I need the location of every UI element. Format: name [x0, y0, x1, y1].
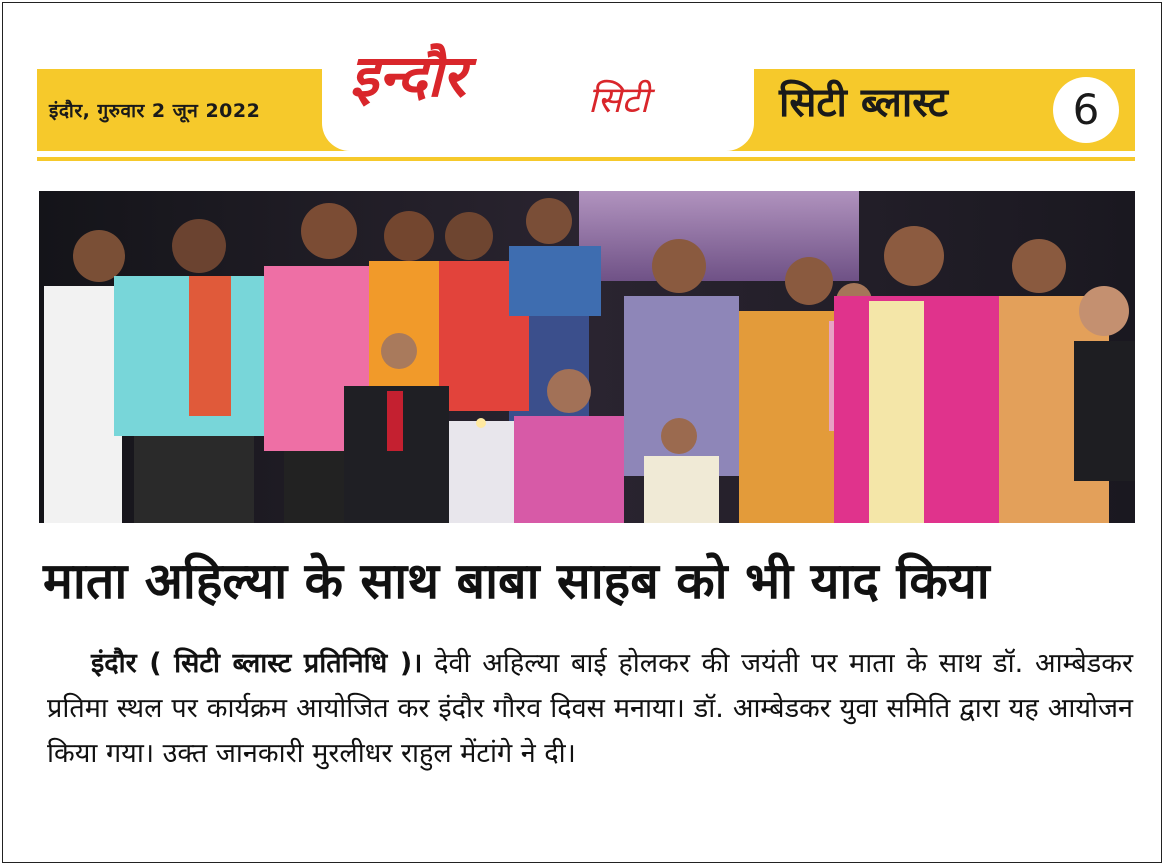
article-lead: इंदौर ( सिटी ब्लास्ट प्रतिनिधि )।: [91, 648, 423, 679]
logo-main-text: इन्दौर: [350, 42, 466, 110]
event-photo: [39, 191, 1135, 523]
masthead-rule: [37, 157, 1135, 161]
section-title: सिटी ब्लास्ट: [779, 80, 948, 126]
event-photo-illustration: [39, 191, 1135, 523]
article-body-text: देवी अहिल्या बाई होलकर की जयंती पर माता के साथ डॉ. आम्बेडकर प्रतिमा स्थल पर कार्यक्रम आयोजित कर इंदौर गौरव दिवस मनाया। डॉ. आम्बेडकर युवा समिति द्वारा यह आयोजन किया गया। उक्त जानकारी मुरलीधर राहुल मेंटांगे ने दी।: [47, 648, 1133, 769]
dateline: इंदौर, गुरुवार 2 जून 2022: [49, 100, 261, 122]
newspaper-logo: [322, 43, 754, 151]
masthead: [37, 43, 1135, 167]
article-headline: माता अहिल्या के साथ बाबा साहब को भी याद किया: [43, 552, 990, 610]
logo-sub-text: सिटी: [588, 80, 650, 121]
article-body: [47, 641, 1133, 776]
newspaper-clipping: [2, 2, 1162, 863]
page-number: 6: [1053, 77, 1119, 143]
